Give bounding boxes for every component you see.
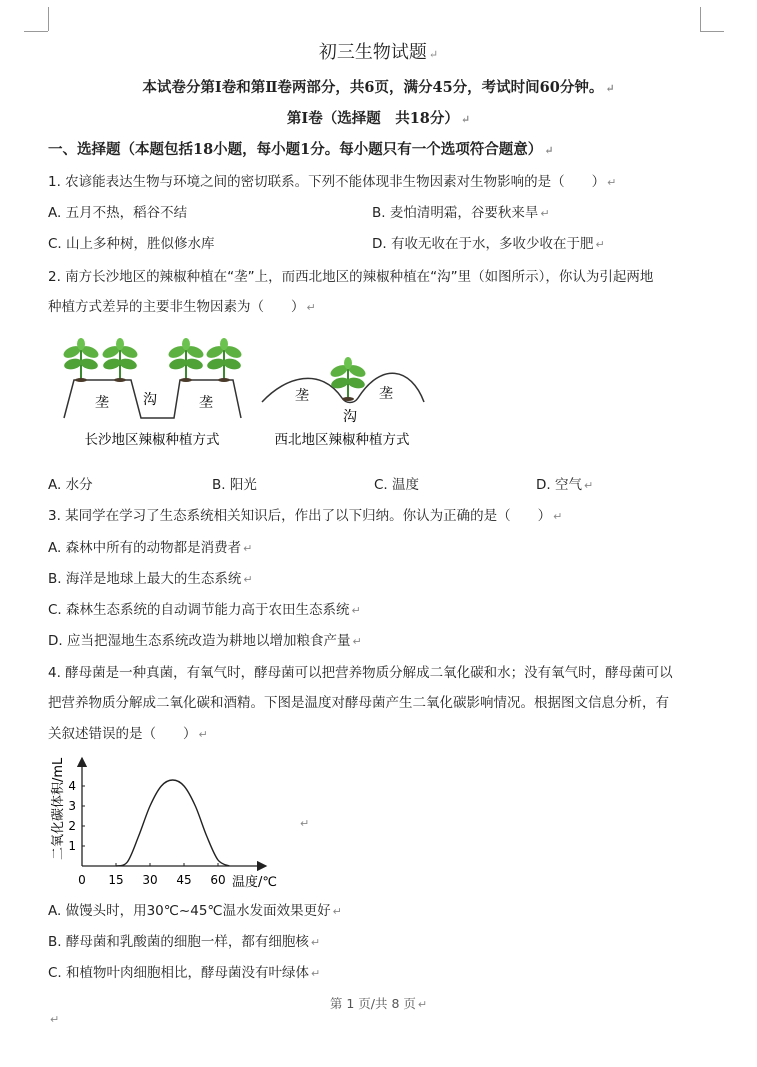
crop-mark-right-h: [700, 31, 724, 32]
changsha-ridge-label-1: 垄: [95, 395, 109, 411]
q2-stem-line1: 2. 南方长沙地区的辣椒种植在“垄”上，而西北地区的辣椒种植在“沟”里（如图所示），你认为引起两地: [48, 269, 654, 285]
x-tick-label: 30: [142, 873, 158, 887]
x-tick-label: 15: [108, 873, 124, 887]
y-axis-label: 二氧化碳体积/mL: [51, 757, 66, 860]
crop-mark-right-v: [700, 7, 701, 31]
co2-curve: [116, 780, 229, 866]
exam-title: 初三生物试题 ↵: [318, 42, 439, 63]
q3-stem: 3. 某同学在学习了生态系统相关知识后，作出了以下归纳。你认为正确的是（ ） ↵: [48, 508, 563, 524]
end-paragraph-mark: ↵: [50, 1013, 60, 1026]
crop-mark-left-v: [48, 7, 49, 31]
exam-subtitle: 本试卷分第Ⅰ卷和第Ⅱ卷两部分，共6页，满分45分，考试时间60分钟。 ↵: [142, 79, 615, 96]
planting-figure: [46, 332, 476, 457]
q3-option-c: C. 森林生态系统的自动调节能力高于农田生态系统 ↵: [48, 602, 361, 618]
chart-paragraph-mark: ↵: [300, 817, 310, 830]
part-title: 第Ⅰ卷（选择题 共18分） ↵: [286, 110, 471, 127]
q2-option-a: A. 水分: [48, 477, 93, 493]
q3-option-b: B. 海洋是地球上最大的生态系统 ↵: [48, 571, 253, 587]
q4-stem-line3: 关叙述错误的是（ ） ↵: [48, 726, 208, 742]
q1-option-d: D. 有收无收在于水，多收少收在于肥 ↵: [372, 236, 605, 252]
q4-option-b: B. 酵母菌和乳酸菌的细胞一样，都有细胞核 ↵: [48, 934, 321, 950]
northwest-ridge-label-2: 垄: [379, 386, 393, 402]
co2-temperature-chart: [44, 752, 294, 897]
q1-stem: 1. 农谚能表达生物与环境之间的密切联系。下列不能体现非生物因素对生物影响的是（ ） ↵: [48, 174, 617, 190]
caption-northwest: 西北地区辣椒种植方式: [274, 432, 410, 448]
caption-changsha: 长沙地区辣椒种植方式: [84, 432, 220, 448]
q1-option-c: C. 山上多种树，胜似修水库: [48, 236, 215, 252]
q3-option-a: A. 森林中所有的动物都是消费者 ↵: [48, 540, 253, 556]
x-tick-label: 45: [176, 873, 192, 887]
x-tick-label: 60: [210, 873, 226, 887]
q2-option-d: D. 空气 ↵: [536, 477, 594, 493]
q4-option-c: C. 和植物叶肉细胞相比，酵母菌没有叶绿体 ↵: [48, 965, 321, 981]
changsha-ridge-label-2: 垄: [199, 395, 213, 411]
x-tick-label: 0: [78, 873, 86, 887]
q1-option-b: B. 麦怕清明霜，谷要秋来旱 ↵: [372, 205, 550, 221]
q2-option-b: B. 阳光: [212, 477, 257, 493]
changsha-furrow-label: 沟: [143, 392, 157, 408]
y-tick-label: 1: [68, 839, 76, 853]
q4-stem-line2: 把营养物质分解成二氧化碳和酒精。下图是温度对酵母菌产生二氧化碳影响情况。根据图文信息分析，有: [48, 695, 669, 711]
page-footer: 第 1 页/共 8 页 ↵: [329, 996, 428, 1011]
y-tick-label: 4: [68, 779, 76, 793]
northwest-furrow-label: 沟: [343, 409, 357, 425]
crop-mark-left-h: [24, 31, 48, 32]
q4-option-a: A. 做馒头时，用30℃~45℃温水发面效果更好 ↵: [48, 903, 342, 919]
y-tick-label: 3: [68, 799, 76, 813]
section-title: 一、选择题（本题包括18小题，每小题1分。每小题只有一个选项符合题意） ↵: [48, 141, 554, 158]
northwest-ridge-label-1: 垄: [295, 388, 309, 404]
x-axis-label: 温度/℃: [232, 875, 277, 890]
y-tick-label: 2: [68, 819, 76, 833]
q1-option-a: A. 五月不热，稻谷不结: [48, 205, 188, 221]
q2-stem-line2: 种植方式差异的主要非生物因素为（ ） ↵: [48, 299, 316, 315]
q2-option-c: C. 温度: [374, 477, 420, 493]
q4-stem-line1: 4. 酵母菌是一种真菌，有氧气时，酵母菌可以把营养物质分解成二氧化碳和水；没有氧气时，酵母菌可以: [48, 665, 673, 681]
q3-option-d: D. 应当把湿地生态系统改造为耕地以增加粮食产量 ↵: [48, 633, 362, 649]
